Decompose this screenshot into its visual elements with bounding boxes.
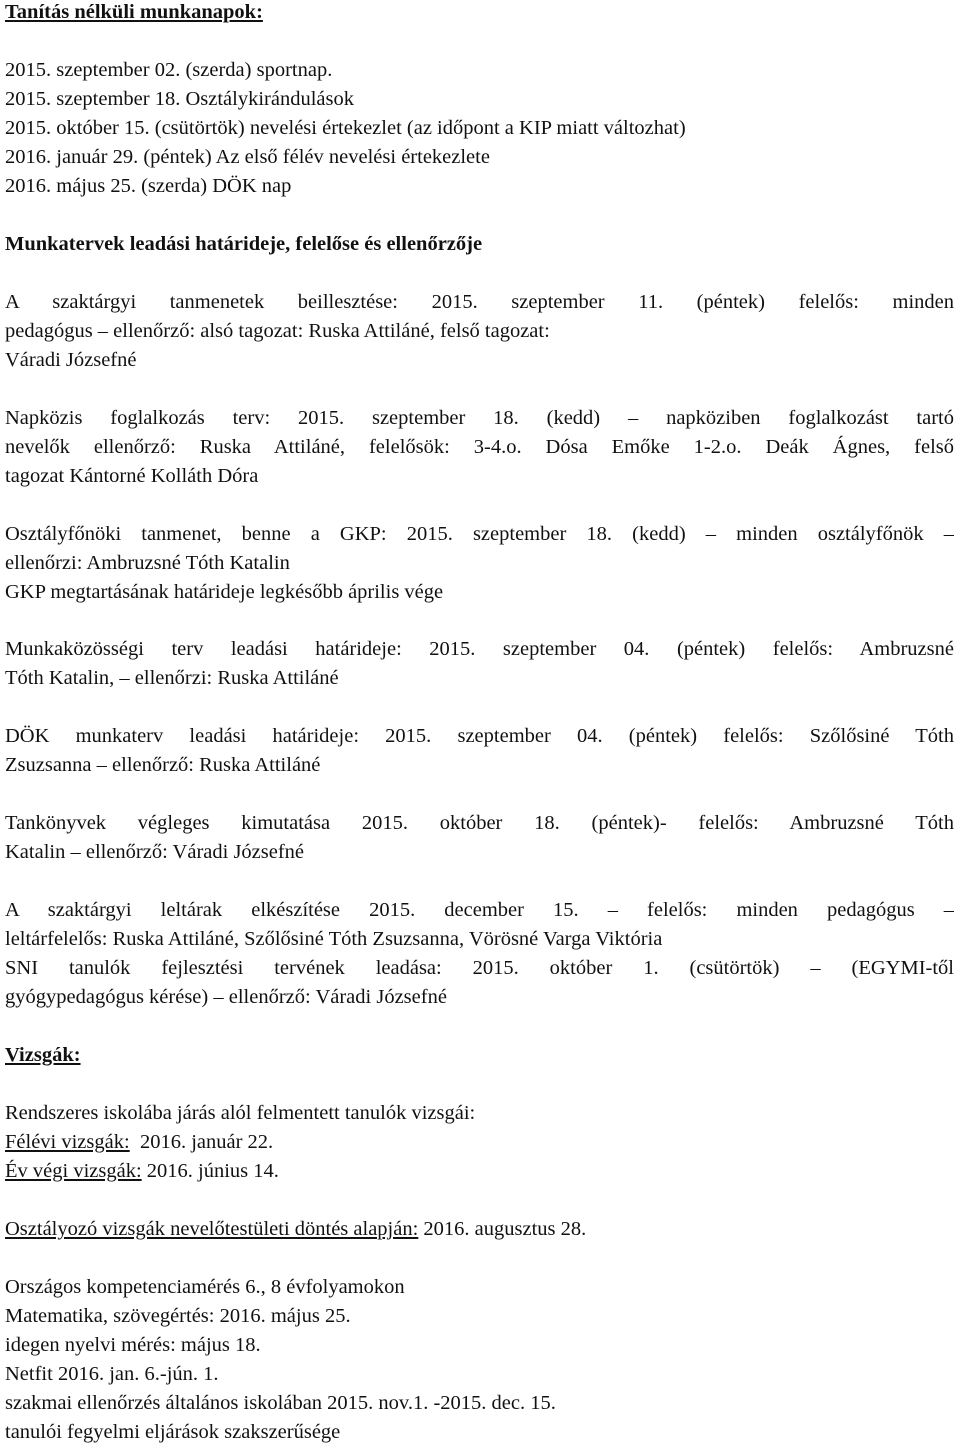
staff-exam-date: 2016. augusztus 28. xyxy=(418,1218,587,1240)
paragraph-line: Osztályfőnöki tanmenet, benne a GKP: 2015. szeptember 18. (kedd) – minden osztályfőnök – xyxy=(5,523,954,545)
exams-intro: Rendszeres iskolába járás alól felmentett tanulók vizsgái: xyxy=(5,1102,476,1124)
footer-line: tanulói fegyelmi eljárások szakszerűsége xyxy=(5,1421,341,1443)
paragraph-line: Zsuzsanna – ellenőrző: Ruska Attiláné xyxy=(5,754,321,776)
paragraph-line: Munkaközösségi terv leadási határideje: 2015. szeptember 04. (péntek) felelős: Ambruzsné xyxy=(5,638,954,660)
paragraph-line: ellenőrzi: Ambruzsné Tóth Katalin xyxy=(5,552,290,574)
paragraph-line: SNI tanulók fejlesztési tervének leadása: 2015. október 1. (csütörtök) – (EGYMI-től xyxy=(5,957,954,979)
yearend-date: 2016. június 14. xyxy=(141,1160,279,1182)
paragraph-line: tagozat Kántorné Kolláth Dóra xyxy=(5,465,259,487)
paragraph-line: Napközis foglalkozás terv: 2015. szeptember 18. (kedd) – napköziben foglalkozást tartó xyxy=(5,407,954,429)
footer-line: Országos kompetenciamérés 6., 8 évfolyamokon xyxy=(5,1276,405,1298)
paragraph-line: DÖK munkaterv leadási határideje: 2015. szeptember 04. (péntek) felelős: Szőlősiné Tóth xyxy=(5,725,954,747)
footer-line: Matematika, szövegértés: 2016. május 25. xyxy=(5,1305,351,1327)
nonteaching-heading: Tanítás nélküli munkanapok: xyxy=(5,1,263,23)
nonteaching-item: 2016. május 25. (szerda) DÖK nap xyxy=(5,175,292,197)
footer-line: szakmai ellenőrzés általános iskolában 2015. nov.1. -2015. dec. 15. xyxy=(5,1392,556,1414)
paragraph-line: Tóth Katalin, – ellenőrzi: Ruska Attiláné xyxy=(5,667,339,689)
nonteaching-item: 2016. január 29. (péntek) Az első félév nevelési értekezlete xyxy=(5,146,490,168)
paragraph-line: gyógypedagógus kérése) – ellenőrző: Váradi Józsefné xyxy=(5,986,447,1008)
paragraph-line: Tankönyvek végleges kimutatása 2015. október 18. (péntek)- felelős: Ambruzsné Tóth xyxy=(5,812,954,834)
nonteaching-item: 2015. szeptember 02. (szerda) sportnap. xyxy=(5,59,333,81)
halfyear-label: Félévi vizsgák: xyxy=(5,1131,130,1153)
paragraph-line: leltárfelelős: Ruska Attiláné, Szőlősiné Tóth Zsuzsanna, Vörösné Varga Viktória xyxy=(5,928,663,950)
yearend-exam xyxy=(5,1159,954,1183)
paragraph-line: GKP megtartásának határideje legkésőbb április vége xyxy=(5,581,444,603)
nonteaching-item: 2015. szeptember 18. Osztálykirándulások xyxy=(5,88,354,110)
staff-exam-label: Osztályozó vizsgák nevelőtestületi döntés alapján: xyxy=(5,1218,419,1240)
paragraph-line: A szaktárgyi tanmenetek beillesztése: 2015. szeptember 11. (péntek) felelős: minden xyxy=(5,291,954,313)
halfyear-exam xyxy=(5,1130,954,1154)
exams-heading: Vizsgák: xyxy=(5,1044,81,1066)
footer-line: idegen nyelvi mérés: május 18. xyxy=(5,1334,261,1356)
nonteaching-item: 2015. október 15. (csütörtök) nevelési értekezlet (az időpont a KIP miatt változhat) xyxy=(5,117,686,139)
paragraph-line: pedagógus – ellenőrző: alsó tagozat: Ruska Attiláné, felső tagozat: xyxy=(5,320,550,342)
paragraph-line: A szaktárgyi leltárak elkészítése 2015. december 15. – felelős: minden pedagógus – xyxy=(5,899,954,921)
plans-heading: Munkatervek leadási határideje, felelőse és ellenőrzője xyxy=(5,233,483,255)
yearend-label: Év végi vizsgák: xyxy=(5,1160,142,1182)
staff-exam xyxy=(5,1217,954,1241)
halfyear-date: 2016. január 22. xyxy=(129,1131,274,1153)
footer-line: Netfit 2016. jan. 6.-jún. 1. xyxy=(5,1363,219,1385)
paragraph-line: nevelők ellenőrző: Ruska Attiláné, felelősök: 3-4.o. Dósa Emőke 1-2.o. Deák Ágnes, felső xyxy=(5,436,954,458)
paragraph-line: Váradi Józsefné xyxy=(5,349,137,371)
paragraph-line: Katalin – ellenőrző: Váradi Józsefné xyxy=(5,841,305,863)
